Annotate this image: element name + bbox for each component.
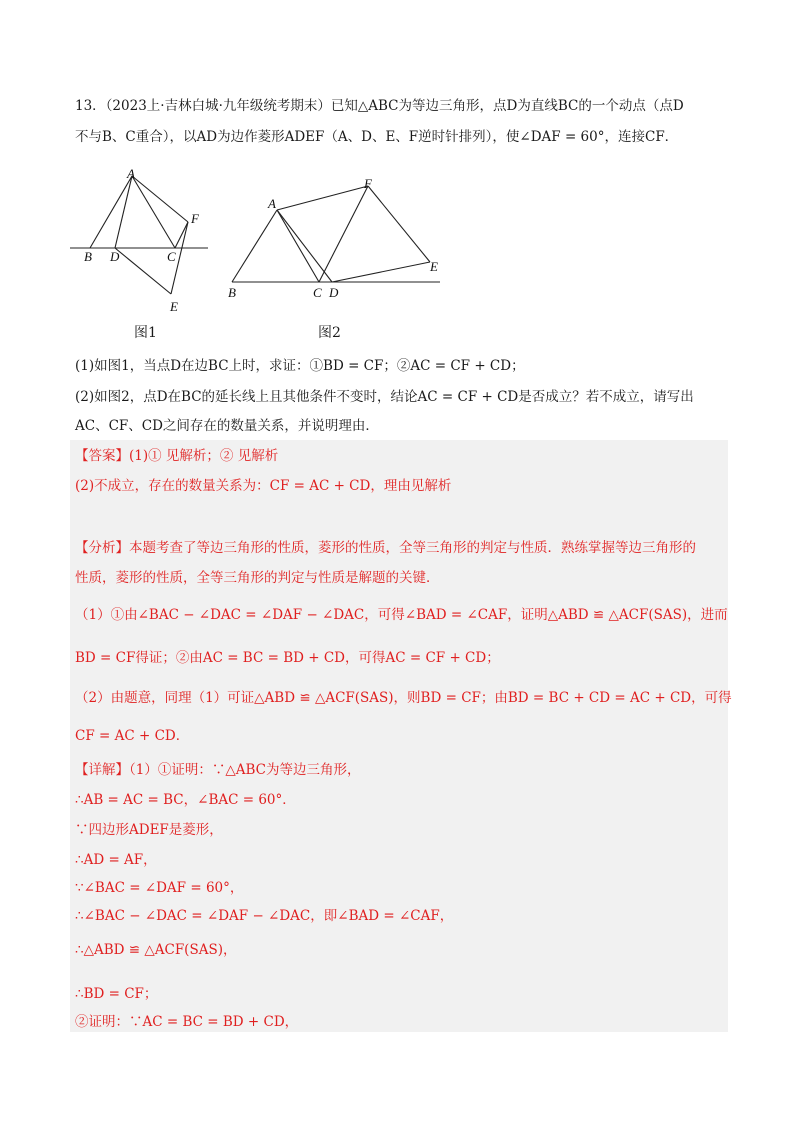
fig2-segment-cf xyxy=(319,186,368,282)
fig2-segment-ab xyxy=(232,210,277,282)
problem-line-1: 13．（2023上·吉林白城·九年级统考期末）已知△ABC为等边三角形，点D为直线BC的一个动点（点D xyxy=(75,98,684,114)
figure-2 xyxy=(222,172,447,302)
fig2-label-f: F xyxy=(364,176,372,191)
answer-line-1: 【答案】(1)① 见解析；② 见解析 xyxy=(75,448,279,464)
detail-line-5: ∵∠BAC = ∠DAF = 60°， xyxy=(75,880,244,896)
fig2-label-a: A xyxy=(268,196,276,211)
figure-2-diagram xyxy=(222,172,447,302)
detail-line-8: ∴BD = CF； xyxy=(75,986,158,1002)
figure-1-diagram xyxy=(68,168,218,318)
question-2-line-1: (2)如图2，点D在BC的延长线上且其他条件不变时，结论AC = CF + CD是否成立？若不成立，请写出 xyxy=(75,389,694,405)
fig2-label-d: D xyxy=(329,285,339,300)
analysis-line-2: 性质，菱形的性质，全等三角形的判定与性质是解题的关键． xyxy=(75,570,440,586)
detail-line-2: ∴AB = AC = BC，∠BAC = 60°． xyxy=(75,792,296,808)
detail-line-9: ②证明：∵AC = BC = BD + CD， xyxy=(75,1014,299,1030)
fig1-segment-ad xyxy=(115,176,132,248)
fig2-label-c: C xyxy=(313,285,322,300)
detail-line-1: 【详解】（1）①证明：∵△ABC为等边三角形， xyxy=(75,762,361,778)
fig1-label-a: A xyxy=(127,168,135,181)
fig2-segment-fe xyxy=(368,186,430,262)
fig1-label-d: D xyxy=(110,249,120,264)
fig1-segment-af xyxy=(132,176,188,222)
analysis-line-4: BD = CF得证；②由AC = BC = BD + CD，可得AC = CF + CD； xyxy=(75,650,500,666)
fig2-segment-ad xyxy=(277,210,332,282)
detail-line-6: ∴∠BAC − ∠DAC = ∠DAF − ∠DAC，即∠BAD = ∠CAF， xyxy=(75,908,454,924)
figure-1 xyxy=(68,168,218,318)
fig1-segment-cf xyxy=(175,222,188,248)
problem-line-2: 不与B、C重合），以AD为边作菱形ADEF（A、D、E、F逆时针排列），使∠DAF = 60°，连接CF． xyxy=(75,129,679,145)
figure-1-caption: 图1 xyxy=(134,325,157,341)
fig1-label-e: E xyxy=(170,299,178,314)
detail-line-7: ∴△ABD ≌ △ACF(SAS)， xyxy=(75,942,237,958)
analysis-line-6: CF = AC + CD． xyxy=(75,728,190,744)
analysis-line-3: （1）①由∠BAC − ∠DAC = ∠DAF − ∠DAC，可得∠BAD = ∠CAF，证明△ABD ≌ △ACF(SAS)，进而 xyxy=(75,607,728,623)
fig1-label-b: B xyxy=(84,249,92,264)
fig1-segment-de xyxy=(115,248,171,294)
detail-line-3: ∵四边形ADEF是菱形， xyxy=(75,822,223,838)
fig2-segment-ed xyxy=(332,262,430,282)
fig2-segment-af xyxy=(277,186,368,210)
fig2-segment-ac xyxy=(277,210,319,282)
fig1-segment-ab xyxy=(90,176,132,248)
figure-2-caption: 图2 xyxy=(318,325,341,341)
fig2-label-e: E xyxy=(430,259,438,274)
fig1-segment-ac xyxy=(132,176,175,248)
answer-line-2: (2)不成立，存在的数量关系为：CF = AC + CD，理由见解析 xyxy=(75,478,452,494)
fig1-label-c: C xyxy=(167,249,176,264)
analysis-line-1: 【分析】本题考查了等边三角形的性质，菱形的性质，全等三角形的判定与性质．熟练掌握等边三角形的 xyxy=(75,540,696,556)
question-2-line-2: AC、CF、CD之间存在的数量关系，并说明理由． xyxy=(75,418,379,434)
analysis-line-5: （2）由题意，同理（1）可证△ABD ≌ △ACF(SAS)，则BD = CF；由BD = BC + CD = AC + CD，可得 xyxy=(75,690,732,706)
question-1: (1)如图1，当点D在边BC上时，求证：①BD = CF；②AC = CF + CD； xyxy=(75,358,525,374)
fig2-label-b: B xyxy=(228,285,236,300)
detail-line-4: ∴AD = AF， xyxy=(75,852,157,868)
fig1-label-f: F xyxy=(191,211,199,226)
